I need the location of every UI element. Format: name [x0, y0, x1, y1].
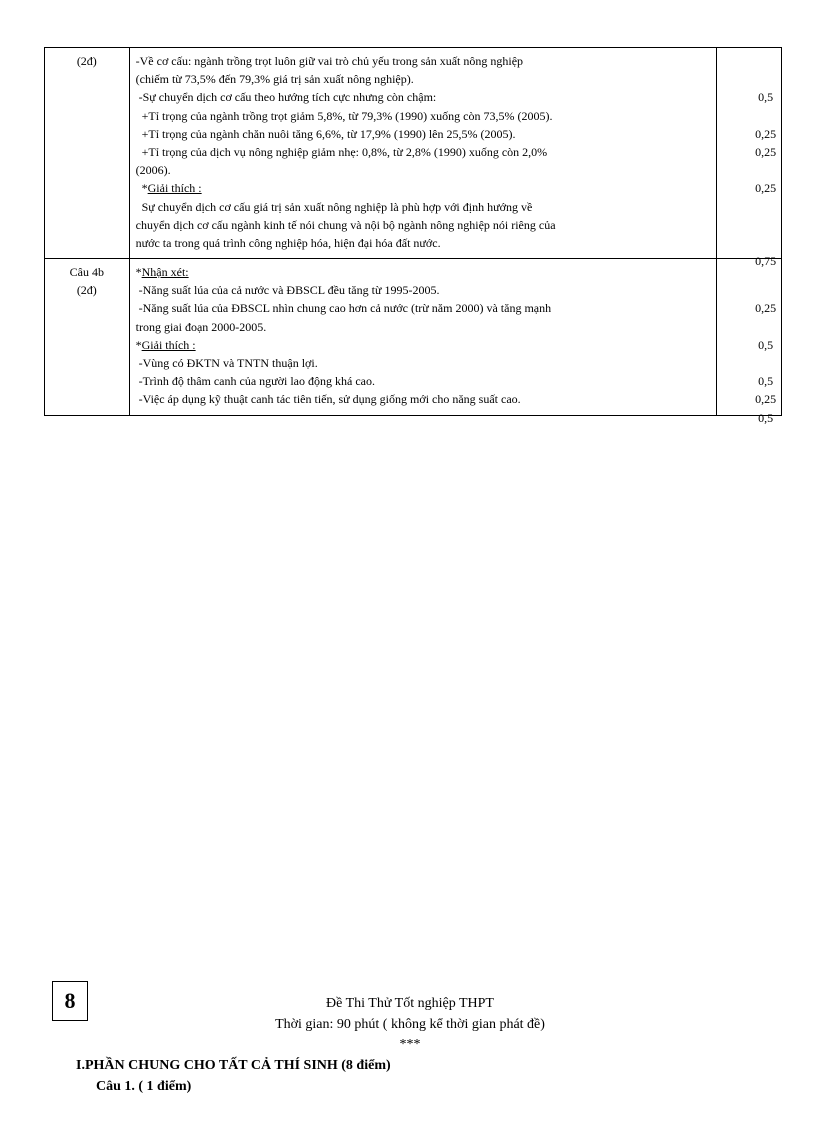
answer-line	[135, 390, 775, 425]
answer-line	[136, 52, 775, 70]
score-value: 0,25	[755, 181, 777, 196]
answer-text: -Sự chuyển dịch cơ cấu theo hướng tích cực nhưng còn chậm:	[135, 90, 437, 105]
answer-line	[136, 179, 775, 197]
question-cell	[45, 48, 130, 259]
answer-text: *Giải thích :	[135, 181, 202, 196]
answer-text: -Trình độ thâm canh của người lao động khá cao.	[135, 374, 375, 389]
answer-text: chuyển dịch cơ cấu ngành kinh tế nói chung và nội bộ ngành nông nghiệp nói riêng của	[135, 217, 556, 232]
answer-text: +Tỉ trọng của ngành chăn nuôi tăng 6,6%, từ 17,9% (1990) lên 25,5% (2005).	[135, 126, 516, 141]
score-value: 0,5	[758, 337, 774, 352]
score-value: 0,25	[755, 126, 777, 141]
answer-line	[136, 299, 775, 317]
answer-text: +Tỉ trọng của dịch vụ nông nghiệp giảm nhẹ: 0,8%, từ 2,8% (1990) xuống còn 2,0%	[135, 144, 548, 159]
answer-text: -Vùng có ĐKTN và TNTN thuận lợi.	[135, 356, 318, 370]
section-heading: I.PHẦN CHUNG CHO TẤT CẢ THÍ SINH (8 điểm)	[76, 1058, 391, 1073]
answer-line	[136, 263, 775, 281]
answer-line	[136, 143, 775, 161]
score-value: 0,25	[755, 301, 777, 316]
answer-line	[136, 336, 775, 354]
score-value: 0,5	[758, 90, 774, 105]
answer-text: trong giai đoạn 2000-2005.	[135, 319, 267, 334]
answer-text: *Nhận xét:	[135, 265, 189, 280]
question-heading: Câu 1. ( 1 điểm)	[96, 1079, 192, 1094]
answer-line	[136, 216, 775, 234]
answer-table	[44, 47, 782, 425]
question-label: Câu 4b	[69, 265, 104, 280]
question-label: (2đ)	[76, 54, 97, 68]
score-value: 0,5	[758, 374, 774, 389]
answer-text: -Về cơ cấu: ngành trồng trọt luôn giữ vai trò chủ yếu trong sản xuất nông nghiệp	[135, 54, 524, 68]
table-row	[45, 259, 782, 416]
answer-text: +Tỉ trọng của ngành trồng trọt giảm 5,8%, từ 79,3% (1990) xuống còn 73,5% (2005).	[135, 108, 553, 123]
answer-text: *Giải thích :	[135, 337, 196, 352]
question-points: (2đ)	[76, 283, 97, 298]
answer-text: -Năng suất lúa của cả nước và ĐBSCL đều tăng từ 1995-2005.	[135, 283, 440, 298]
score-value: 0,25	[755, 392, 777, 407]
answer-text: nước ta trong quá trình công nghiệp hóa, hiện đại hóa đất nước.	[135, 235, 441, 250]
exam-stars: ***	[399, 1037, 421, 1052]
table-row	[45, 48, 782, 259]
answer-line	[136, 88, 775, 106]
score-value: 0,25	[755, 144, 777, 159]
exam-title: Đề Thi Thử Tốt nghiệp THPT	[326, 996, 494, 1011]
answer-line	[135, 234, 777, 269]
answer-text: (chiếm từ 73,5% đến 79,3% giá trị sản xuất nông nghiệp).	[135, 72, 414, 87]
content-cell	[129, 48, 781, 269]
answer-text: -Việc áp dụng kỹ thuật canh tác tiên tiến, sử dụng giống mới cho năng suất cao.	[135, 392, 521, 407]
answer-line	[136, 198, 775, 216]
question-cell	[45, 259, 130, 416]
answer-text: Sự chuyển dịch cơ cấu giá trị sản xuất nông nghiệp là phù hợp với định hướng về	[135, 199, 533, 214]
answer-text: (2006).	[135, 163, 171, 178]
exam-number-box: 8	[52, 981, 88, 1021]
score-value: 0,5	[758, 410, 774, 425]
content-cell	[129, 259, 781, 425]
score-column-divider	[716, 47, 717, 416]
exam-time: Thời gian: 90 phút ( không kể thời gian phát đề)	[275, 1017, 545, 1032]
answer-text: -Năng suất lúa của ĐBSCL nhìn chung cao hơn cả nước (trừ năm 2000) và tăng mạnh	[135, 301, 552, 316]
score-value: 0,75	[755, 254, 777, 269]
